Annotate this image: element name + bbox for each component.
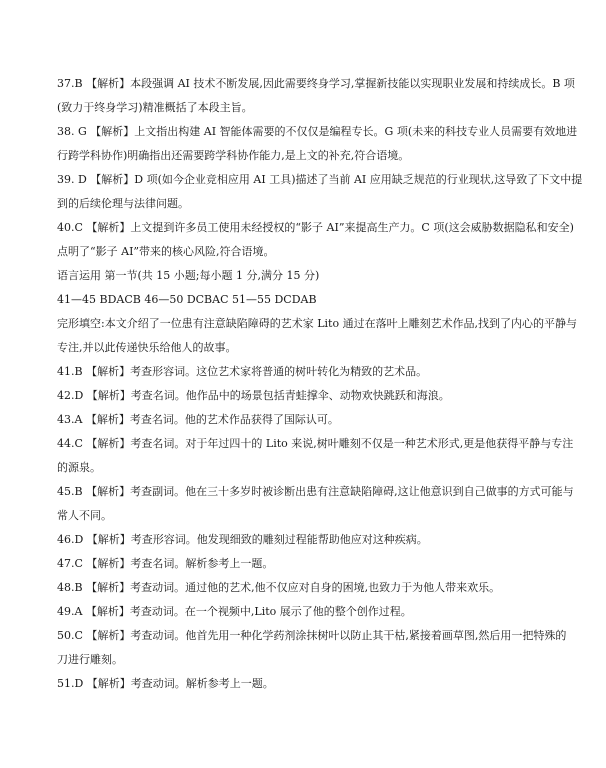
answer-key-41-55: 41—45 BDACB 46—50 DCBAC 51—55 DCDAB (57, 293, 317, 306)
answer-37-line-1: 37.B 【解析】本段强调 AI 技术不断发展,因此需要终身学习,掌握新技能以实现职业发展和持续成长。B 项 (57, 77, 575, 90)
answer-39-line-1: 39. D 【解析】D 项(如今企业竞相应用 AI 工具)描述了当前 AI 应用缺乏规范的行业现状,这导致了下文中提 (57, 173, 583, 186)
answer-45-line-2: 常人不同。 (57, 509, 112, 522)
answer-44-line-1: 44.C 【解析】考查名词。对于年过四十的 Lito 来说,树叶雕刻不仅是一种艺术形式,更是他获得平静与专注 (57, 437, 574, 450)
answer-42: 42.D 【解析】考查名词。他作品中的场景包括青蛙撑伞、动物欢快跳跃和海浪。 (57, 389, 450, 402)
answer-50-line-2: 刀进行雕刻。 (57, 653, 123, 666)
cloze-summary-line-1: 完形填空:本文介绍了一位患有注意缺陷障碍的艺术家 Lito 通过在落叶上雕刻艺术作品,找到了内心的平静与 (57, 317, 578, 330)
cloze-summary-line-2: 专注,并以此传递快乐给他人的故事。 (57, 341, 237, 354)
answer-38-line-1: 38. G 【解析】上文指出构建 AI 智能体需要的不仅仅是编程专长。G 项(未来的科技专业人员需要有效地进 (57, 125, 578, 138)
answer-39-line-2: 到的后续伦理与法律问题。 (57, 197, 189, 210)
answer-40-line-2: 点明了“影子 AI”带来的核心风险,符合语境。 (57, 245, 275, 258)
answer-37-line-2: (致力于终身学习)精准概括了本段主旨。 (57, 101, 253, 114)
answer-49: 49.A 【解析】考查动词。在一个视频中,Lito 展示了他的整个创作过程。 (57, 605, 412, 618)
answer-40-line-1: 40.C 【解析】上文提到许多员工使用未经授权的“影子 AI”来提高生产力。C 项(这会威胁数据隐私和安全) (57, 221, 574, 234)
answer-45-line-1: 45.B 【解析】考查副词。他在三十多岁时被诊断出患有注意缺陷障碍,这让他意识到自己做事的方式可能与 (57, 485, 574, 498)
section-heading: 语言运用 第一节(共 15 小题;每小题 1 分,满分 15 分) (57, 269, 320, 282)
answer-50-line-1: 50.C 【解析】考查动词。他首先用一种化学药剂涂抹树叶以防止其干枯,紧接着画草图,然后用一把特殊的 (57, 629, 567, 642)
answer-44-line-2: 的源泉。 (57, 461, 101, 474)
answer-48: 48.B 【解析】考查动词。通过他的艺术,他不仅应对自身的困境,也致力于为他人带来欢乐。 (57, 581, 501, 594)
answer-43: 43.A 【解析】考查名词。他的艺术作品获得了国际认可。 (57, 413, 339, 426)
answer-47: 47.C 【解析】考查名词。解析参考上一题。 (57, 557, 274, 570)
answer-38-line-2: 行跨学科协作)明确指出还需要跨学科协作能力,是上文的补充,符合语境。 (57, 149, 410, 162)
answer-41: 41.B 【解析】考查形容词。这位艺术家将普通的树叶转化为精致的艺术品。 (57, 365, 428, 378)
answer-46: 46.D 【解析】考查形容词。他发现细致的雕刻过程能帮助他应对这种疾病。 (57, 533, 428, 546)
answer-51: 51.D 【解析】考查动词。解析参考上一题。 (57, 677, 274, 690)
